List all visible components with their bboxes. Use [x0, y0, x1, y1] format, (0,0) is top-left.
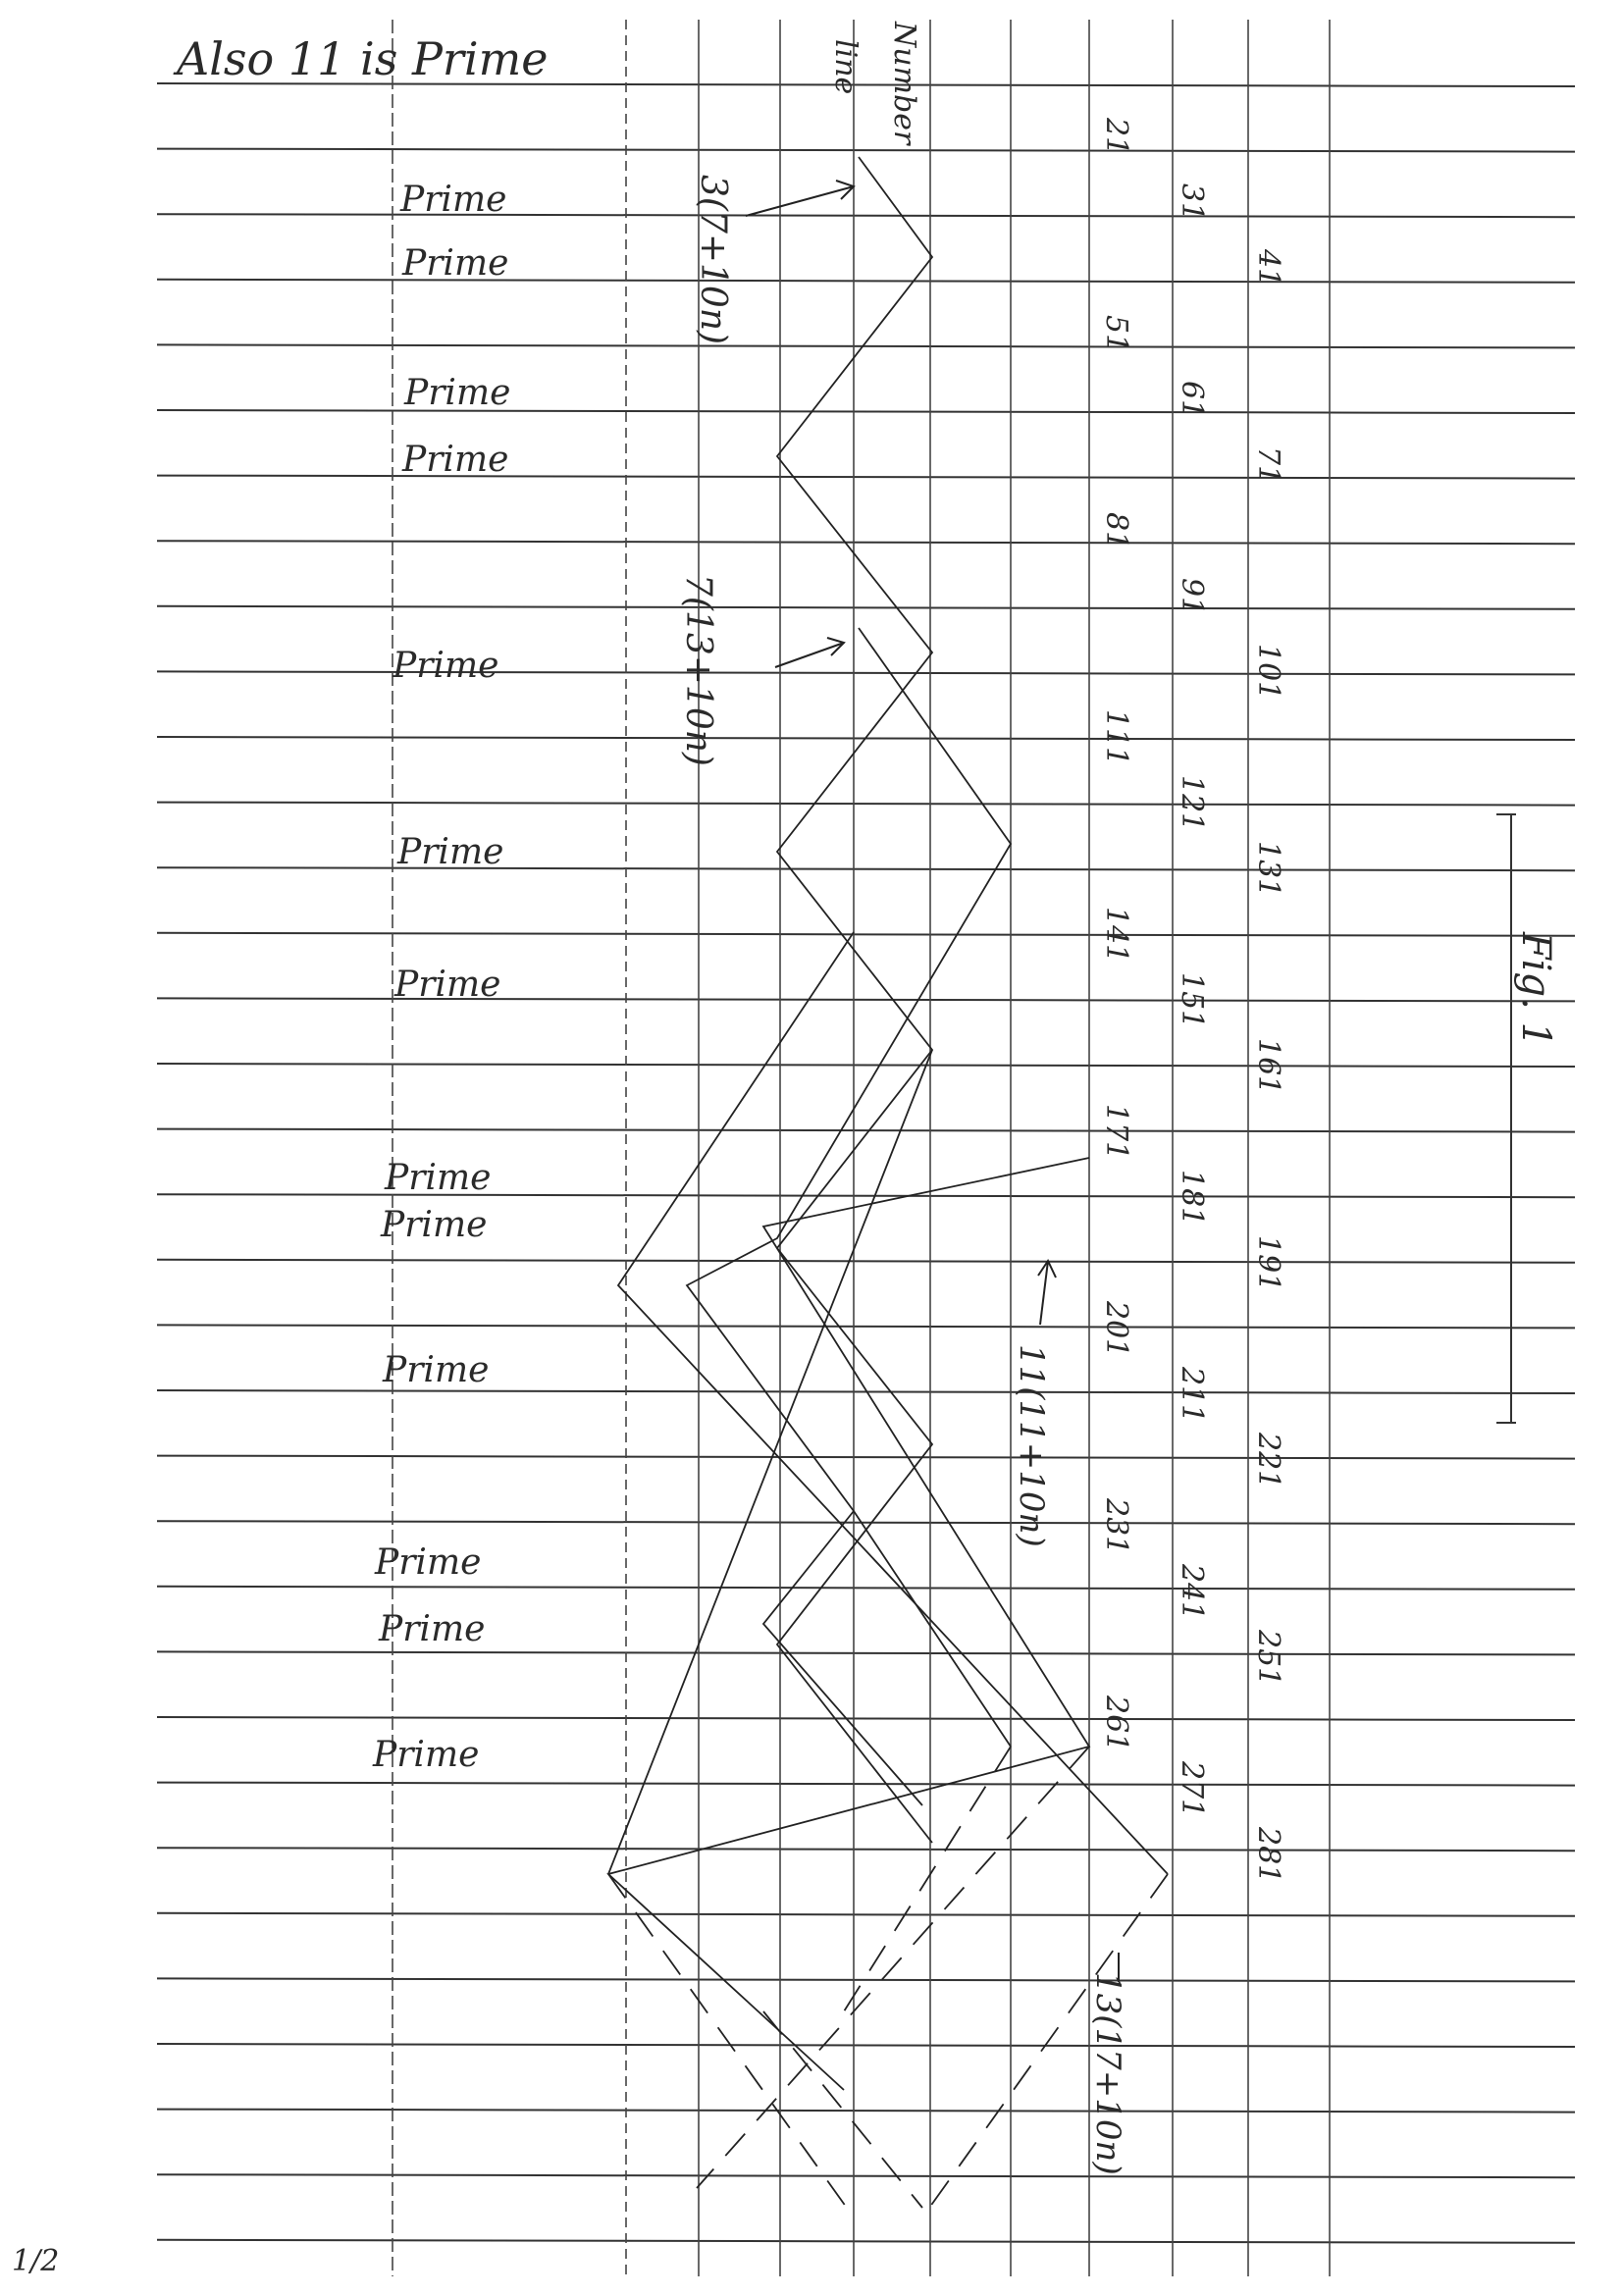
number-label: 161 [1251, 1038, 1285, 1095]
ruled-line [157, 1129, 1575, 1132]
number-label: 121 [1175, 775, 1209, 832]
path-7-solid [687, 628, 1011, 1747]
prime-label: Prime [383, 1350, 490, 1390]
number-label: 141 [1099, 907, 1133, 964]
ruled-line [157, 933, 1575, 936]
prime-label: Prime [402, 243, 509, 284]
ruled-line [157, 476, 1575, 479]
ruled-line [157, 867, 1575, 870]
ruled-line [157, 1848, 1575, 1851]
ruled-line [157, 541, 1575, 544]
figure-bracket [1496, 814, 1516, 1423]
path-11-solid [618, 932, 1168, 1874]
prime-label: Prime [385, 1158, 492, 1198]
ruled-line [157, 344, 1575, 347]
number-label: 201 [1099, 1301, 1133, 1358]
annotation-11: 11(11+10n) [1012, 1344, 1051, 1547]
ruled-line [157, 1978, 1575, 1981]
prime-label: Prime [404, 373, 511, 413]
prime-label: Prime [402, 440, 509, 480]
ruled-line [157, 1913, 1575, 1916]
arrows [746, 181, 1119, 1982]
ruled-line [157, 2110, 1575, 2113]
ruled-line [157, 1521, 1575, 1524]
page-heading: Also 11 is Prime [177, 32, 549, 85]
annotation-3: 3(7+10n) [693, 175, 733, 345]
number-label: 91 [1175, 578, 1209, 616]
ruled-line [157, 1194, 1575, 1197]
number-label: 251 [1251, 1630, 1285, 1687]
ruled-line [157, 2240, 1575, 2243]
ruled-line [157, 149, 1575, 152]
number-label: 111 [1099, 709, 1133, 766]
prime-label: Prime [375, 1542, 482, 1583]
number-label: 51 [1099, 315, 1133, 353]
ruled-line [157, 1260, 1575, 1263]
number-label: 191 [1251, 1235, 1285, 1292]
prime-label: Prime [397, 832, 504, 872]
annotation-13: 13(17+10n) [1088, 1972, 1127, 2175]
number-label: 41 [1251, 249, 1285, 287]
number-label: 61 [1175, 381, 1209, 419]
number-label: 211 [1175, 1367, 1209, 1424]
number-label: 231 [1099, 1498, 1133, 1555]
number-label: 241 [1175, 1564, 1209, 1621]
ruled-line [157, 2044, 1575, 2047]
ruled-line [157, 1783, 1575, 1786]
ruled-line [157, 1064, 1575, 1067]
ruled-line [157, 1456, 1575, 1459]
number-label: 271 [1175, 1761, 1209, 1818]
column-label-number: Number [887, 22, 921, 145]
sieve-paths-dashed [608, 1747, 1168, 2218]
number-label: 101 [1251, 644, 1285, 701]
number-label: 181 [1175, 1170, 1209, 1226]
ruled-line [157, 2174, 1575, 2177]
prime-label: Prime [381, 1205, 488, 1245]
ruled-lines [157, 83, 1575, 2243]
number-label: 261 [1099, 1696, 1133, 1752]
vertical-grid-lines [393, 20, 1330, 2276]
ruled-line [157, 214, 1575, 217]
ruled-line [157, 410, 1575, 413]
sieve-paths [608, 157, 1168, 2090]
page-number: 1/2 [12, 2244, 60, 2278]
prime-label: Prime [373, 1735, 480, 1775]
prime-label: Prime [379, 1609, 486, 1649]
ruled-line [157, 803, 1575, 806]
number-label: 221 [1251, 1433, 1285, 1489]
annotation-7: 7(13+10n) [678, 574, 718, 766]
number-label: 71 [1251, 446, 1285, 485]
number-label: 171 [1099, 1104, 1133, 1161]
path-cross-1 [608, 1050, 932, 1874]
column-label-line: line [828, 39, 863, 95]
prime-label: Prime [393, 646, 499, 686]
number-label: 31 [1175, 183, 1209, 222]
ruled-line [157, 998, 1575, 1001]
number-label: 281 [1251, 1827, 1285, 1884]
number-label: 131 [1251, 841, 1285, 898]
ruled-line [157, 606, 1575, 609]
ruled-line [157, 1587, 1575, 1590]
prime-label: Prime [400, 180, 507, 220]
ruled-line [157, 280, 1575, 283]
ruled-line [157, 1325, 1575, 1328]
path-13-solid [608, 1158, 1089, 2090]
number-label: 151 [1175, 972, 1209, 1029]
prime-label: Prime [394, 965, 501, 1005]
number-label: 81 [1099, 512, 1133, 550]
ruled-line [157, 1717, 1575, 1720]
ruled-line [157, 1651, 1575, 1654]
ruled-line [157, 671, 1575, 674]
number-label: 21 [1099, 118, 1133, 156]
figure-label: Fig. 1 [1513, 932, 1558, 1048]
